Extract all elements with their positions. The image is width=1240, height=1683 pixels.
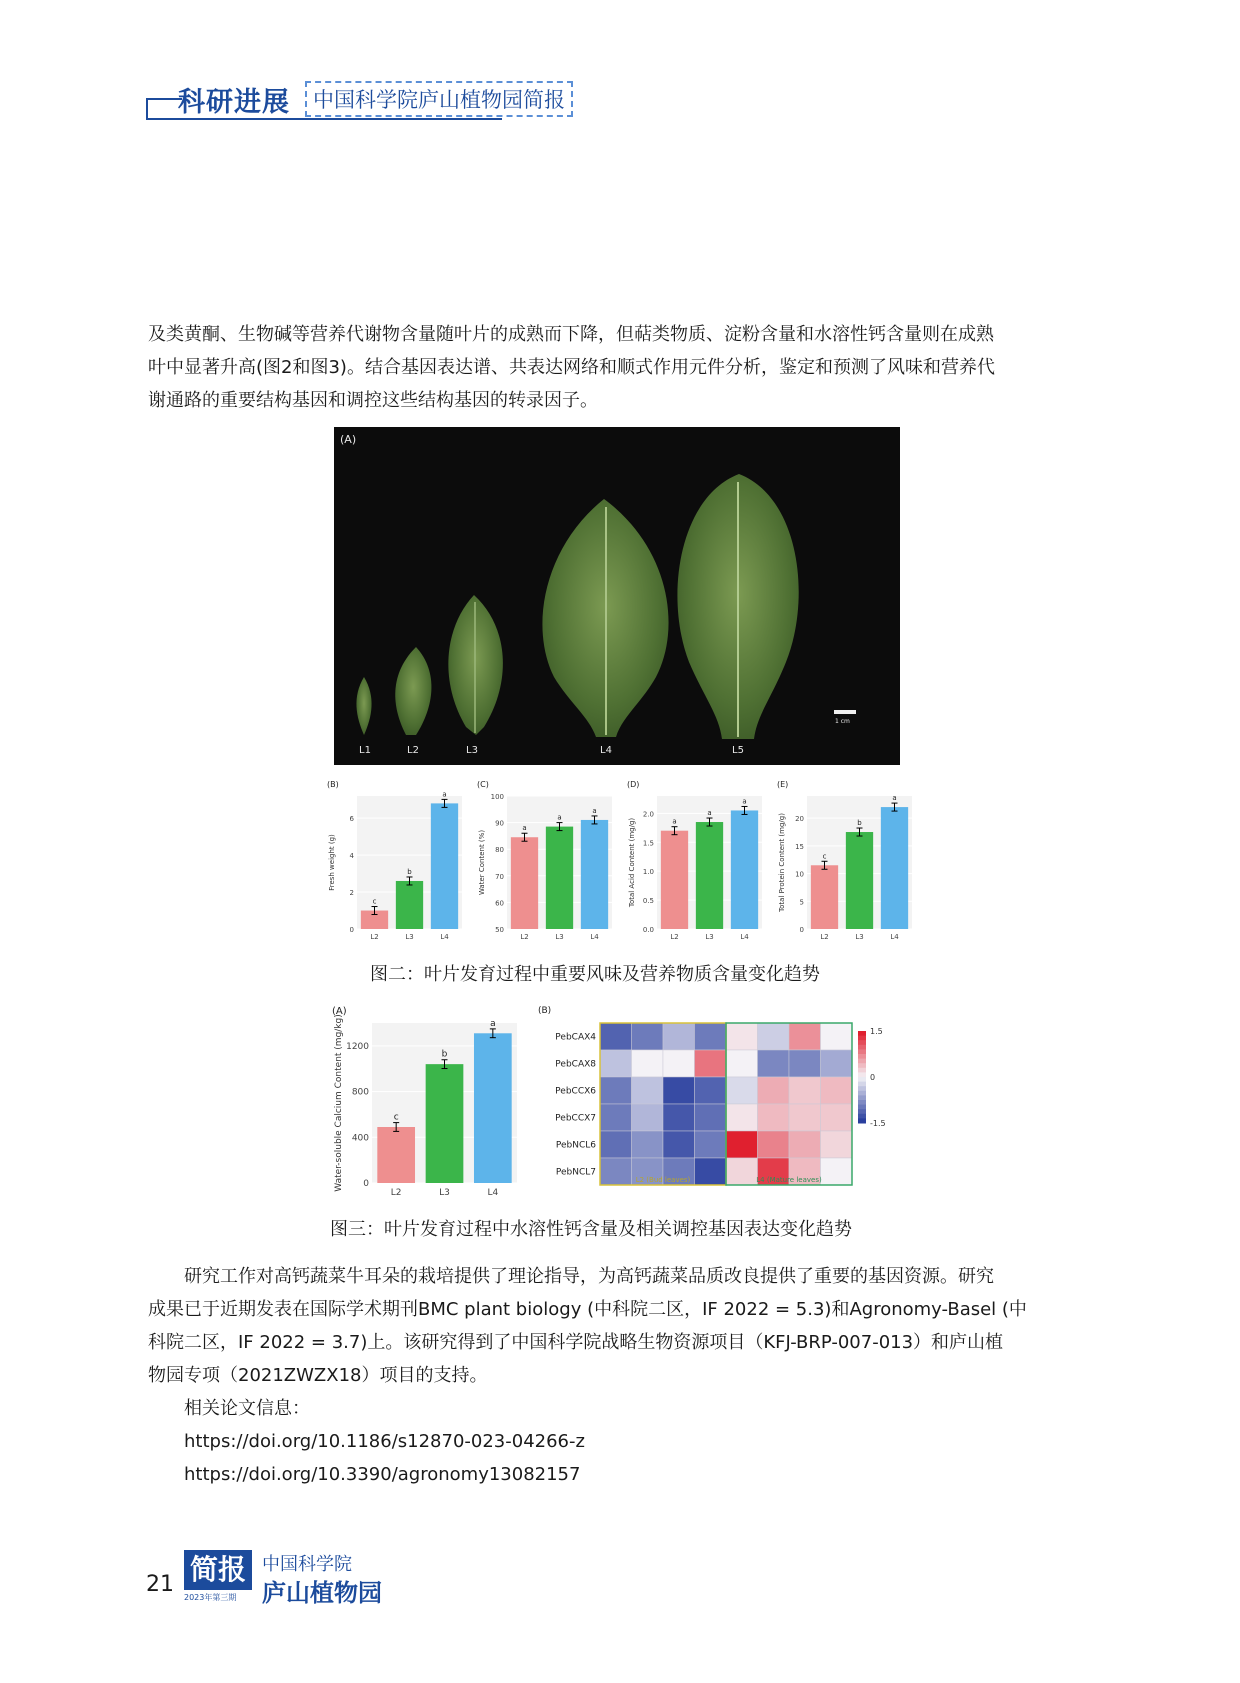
legend-swatch [858,1031,866,1036]
y-axis-label: Fresh weight (g) [328,834,336,891]
heatmap-cell [600,1131,632,1158]
legend-tick: 1.5 [870,1027,883,1036]
heatmap-cell [632,1023,664,1050]
legend-swatch [858,1059,866,1064]
x-tick-label: L4 [487,1188,499,1198]
significance-label: c [822,852,827,861]
heatmap-cell [726,1131,758,1158]
gene-expression-heatmap [536,1003,916,1203]
y-tick-label: 6 [349,815,354,824]
org-name-line2: 庐山植物园 [262,1579,382,1607]
gene-label: PebNCL7 [555,1167,596,1178]
leaf-l2 [395,647,431,735]
y-tick-label: 0 [363,1179,369,1189]
y-tick-label: 400 [351,1133,369,1144]
group-label-right: L4 (Mature leaves) [756,1176,822,1184]
legend-swatch [858,1095,866,1100]
x-tick-label: L2 [390,1188,402,1198]
heatmap-cell [600,1023,632,1050]
publication-title: 中国科学院庐山植物园简报 [305,81,573,117]
heatmap-cell [695,1023,727,1050]
heatmap-cell [600,1104,632,1131]
page-number: 21 [146,1572,174,1597]
y-tick-label: 0 [349,926,354,934]
heatmap-cell [663,1077,695,1104]
heatmap-cell [695,1077,727,1104]
text-line: 叶中显著升高(图2和图3)。结合基因表达谱、共表达网络和顺式作用元件分析，鉴定和预测了风味和营养代 [148,357,995,378]
y-tick-label: 20 [795,815,804,824]
y-tick-label: 90 [495,819,504,828]
y-tick-label: 50 [495,926,504,934]
x-tick-label: L3 [705,933,714,941]
x-tick-label: L2 [820,933,829,941]
leaf-l3 [448,595,503,735]
panel-letter: (B) [538,1006,552,1016]
heatmap-cell [726,1050,758,1077]
bar [431,803,458,929]
x-tick-label: L4 [740,933,749,941]
group-label-left: L2 (Bud leaves) [635,1176,691,1184]
leaf-label: L4 [600,745,612,756]
refs-label: 相关论文信息： [184,1398,310,1419]
scale-bar [834,710,856,714]
x-tick-label: L4 [590,933,599,941]
heatmap-cell [789,1131,821,1158]
legend-swatch [858,1082,866,1087]
heatmap-cell [821,1023,853,1050]
heatmap-cell [726,1023,758,1050]
bar [511,837,538,929]
chart-water-content [475,778,620,943]
heatmap-cell [600,1050,632,1077]
legend-swatch [858,1054,866,1059]
chart-fresh-weight [325,778,470,943]
text-line: 谢通路的重要结构基因和调控这些结构基因的转录因子。 [148,390,598,411]
legend-swatch [858,1049,866,1054]
legend-swatch [858,1118,866,1123]
leaf-label: L3 [466,745,478,756]
heatmap-cell [821,1158,853,1185]
heatmap-cell [758,1077,790,1104]
significance-label: a [442,790,447,799]
heatmap-cell [663,1104,695,1131]
bar-chart-svg [775,778,920,943]
panel-letter: (D) [627,780,640,789]
leaf-label: L5 [732,745,744,756]
text-line: 研究工作对高钙蔬菜牛耳朵的栽培提供了理论指导，为高钙蔬菜品质改良提供了重要的基因资源。研究 [184,1266,994,1287]
bar-chart-svg [625,778,770,943]
y-axis-label: Water-soluble Calcium Content (mg/kg) [334,1014,344,1192]
gene-label: PebCAX8 [555,1059,596,1070]
bar [377,1127,415,1183]
heatmap-cell [821,1050,853,1077]
gene-label: PebNCL6 [555,1140,596,1151]
figure-3-caption: 图三：叶片发育过程中水溶性钙含量及相关调控基因表达变化趋势 [330,1219,852,1240]
significance-label: a [707,809,712,818]
legend-swatch [858,1045,866,1050]
org-name-line1: 中国科学院 [262,1554,352,1575]
legend-swatch [858,1086,866,1091]
header-rule [148,98,182,100]
bar [426,1064,464,1183]
bar [661,831,688,929]
heatmap-cell [632,1077,664,1104]
panel-letter: (A) [340,433,357,446]
y-tick-label: 2 [349,889,354,898]
heatmap-cell [821,1131,853,1158]
y-tick-label: 100 [490,793,504,801]
heatmap-cell [726,1158,758,1185]
figure-2-caption: 图二：叶片发育过程中重要风味及营养物质含量变化趋势 [370,964,820,985]
bar [881,807,908,929]
bar [546,827,573,929]
heatmap-cell [758,1023,790,1050]
bar-chart-svg [325,778,470,943]
significance-label: a [592,806,597,815]
significance-label: a [522,824,527,833]
y-tick-label: 0 [799,926,804,934]
chart-calcium [330,1003,525,1203]
x-tick-label: L4 [440,933,449,941]
heatmap-cell [789,1050,821,1077]
significance-label: c [393,1112,399,1123]
scale-label: 1 cm [835,718,850,725]
heatmap-cell [758,1104,790,1131]
heatmap-cell [789,1023,821,1050]
y-tick-label: 15 [795,842,804,851]
x-tick-label: L3 [555,933,564,941]
brief-logo: 简报 [184,1550,252,1590]
x-tick-label: L3 [855,933,864,941]
chart-total-protein [775,778,920,943]
heatmap-cell [632,1050,664,1077]
heatmap-cell [695,1050,727,1077]
bar [811,865,838,929]
paragraph-2 [148,1260,1090,1491]
y-tick-label: 80 [495,846,504,855]
y-axis-label: Total Acid Content (mg/g) [628,817,636,908]
y-tick-label: 2.0 [642,810,654,819]
heatmap-cell [789,1077,821,1104]
leaf-l1 [356,677,371,735]
heatmap-cell [695,1104,727,1131]
gene-label: PebCCX6 [555,1086,596,1097]
bar-chart-svg [475,778,620,943]
leaf-l5 [677,474,798,739]
panel-letter: (E) [777,780,789,789]
text-line: 物园专项（2021ZWZX18）项目的支持。 [148,1365,488,1386]
y-tick-label: 4 [349,852,354,861]
legend-swatch [858,1091,866,1096]
x-tick-label: L3 [405,933,414,941]
heatmap-cell [821,1077,853,1104]
significance-label: a [892,794,897,803]
heatmap-cell [695,1131,727,1158]
paragraph-1 [148,318,1090,417]
y-tick-label: 60 [495,899,504,908]
x-tick-label: L2 [670,933,679,941]
legend-tick: -1.5 [870,1119,886,1128]
significance-label: b [857,819,862,828]
significance-label: a [490,1018,496,1029]
y-tick-label: 1.0 [642,868,654,877]
significance-label: a [557,813,562,822]
panel-letter: (A) [332,1006,347,1017]
bar [474,1033,512,1183]
y-axis-label: Water Content (%) [478,829,486,896]
significance-label: b [441,1049,448,1060]
heatmap-cell [726,1104,758,1131]
leaf-label: L2 [407,745,419,756]
heatmap-cell [758,1050,790,1077]
legend-swatch [858,1040,866,1045]
panel-letter: (B) [327,780,339,789]
legend-swatch [858,1068,866,1073]
header-underline [146,118,502,120]
legend-swatch [858,1114,866,1119]
section-title: 科研进展 [178,87,290,118]
y-axis-label: Total Protein Content (mg/g) [778,813,786,912]
legend-swatch [858,1100,866,1105]
issue-label: 2023年第三期 [184,1593,237,1602]
heatmap-cell [726,1077,758,1104]
y-tick-label: 1200 [346,1041,369,1052]
bar [846,832,873,929]
heatmap-cell [663,1050,695,1077]
leaf-photo [334,427,900,765]
y-tick-label: 5 [799,898,804,907]
bar [696,822,723,929]
bar [581,820,608,929]
legend-tick: 0 [870,1073,876,1082]
significance-label: c [372,897,377,906]
heatmap-cell [821,1104,853,1131]
bar-chart-svg [330,1003,525,1203]
heatmap-cell [600,1158,632,1185]
doi-link-2[interactable]: https://doi.org/10.3390/agronomy13082157 [184,1464,581,1485]
x-tick-label: L2 [520,933,529,941]
panel-letter: (C) [477,780,489,789]
bar [396,881,423,929]
significance-label: b [407,867,412,876]
x-tick-label: L2 [370,933,379,941]
header-rule-vertical [146,98,148,120]
legend-swatch [858,1072,866,1077]
gene-label: PebCCX7 [555,1113,596,1124]
text-line: 及类黄酮、生物碱等营养代谢物含量随叶片的成熟而下降，但萜类物质、淀粉含量和水溶性钙含量则在成熟 [148,324,994,345]
heatmap-cell [758,1131,790,1158]
legend-swatch [858,1109,866,1114]
text-line: 成果已于近期发表在国际学术期刊BMC plant biology (中科院二区，IF 2022 = 5.3)和Agronomy-Basel (中 [148,1299,1027,1320]
leaf-label: L1 [359,745,371,756]
doi-link-1[interactable]: https://doi.org/10.1186/s12870-023-04266-z [184,1431,585,1452]
leaves-drawing [334,427,900,765]
legend-swatch [858,1063,866,1068]
significance-label: a [742,797,747,806]
y-tick-label: 800 [351,1087,369,1098]
text-line: 科院二区，IF 2022 = 3.7)上。该研究得到了中国科学院战略生物资源项目（KFJ-BRP-007-013）和庐山植 [148,1332,1004,1353]
heatmap-cell [663,1131,695,1158]
heatmap-cell [600,1077,632,1104]
heatmap-cell [632,1131,664,1158]
bar [731,810,758,929]
y-tick-label: 70 [495,872,504,881]
x-tick-label: L4 [890,933,899,941]
legend-swatch [858,1105,866,1110]
y-tick-label: 10 [795,870,804,879]
leaf-l4 [542,499,668,737]
significance-label: a [672,817,677,826]
chart-total-acid [625,778,770,943]
heatmap-cell [695,1158,727,1185]
y-tick-label: 1.5 [642,839,654,848]
heatmap-cell [663,1023,695,1050]
x-tick-label: L3 [439,1188,450,1198]
y-tick-label: 0.0 [642,926,654,934]
legend-swatch [858,1036,866,1041]
y-tick-label: 0.5 [642,897,654,906]
heatmap-svg [536,1003,916,1203]
legend-swatch [858,1077,866,1082]
gene-label: PebCAX4 [555,1032,596,1043]
heatmap-cell [789,1104,821,1131]
heatmap-cell [632,1104,664,1131]
